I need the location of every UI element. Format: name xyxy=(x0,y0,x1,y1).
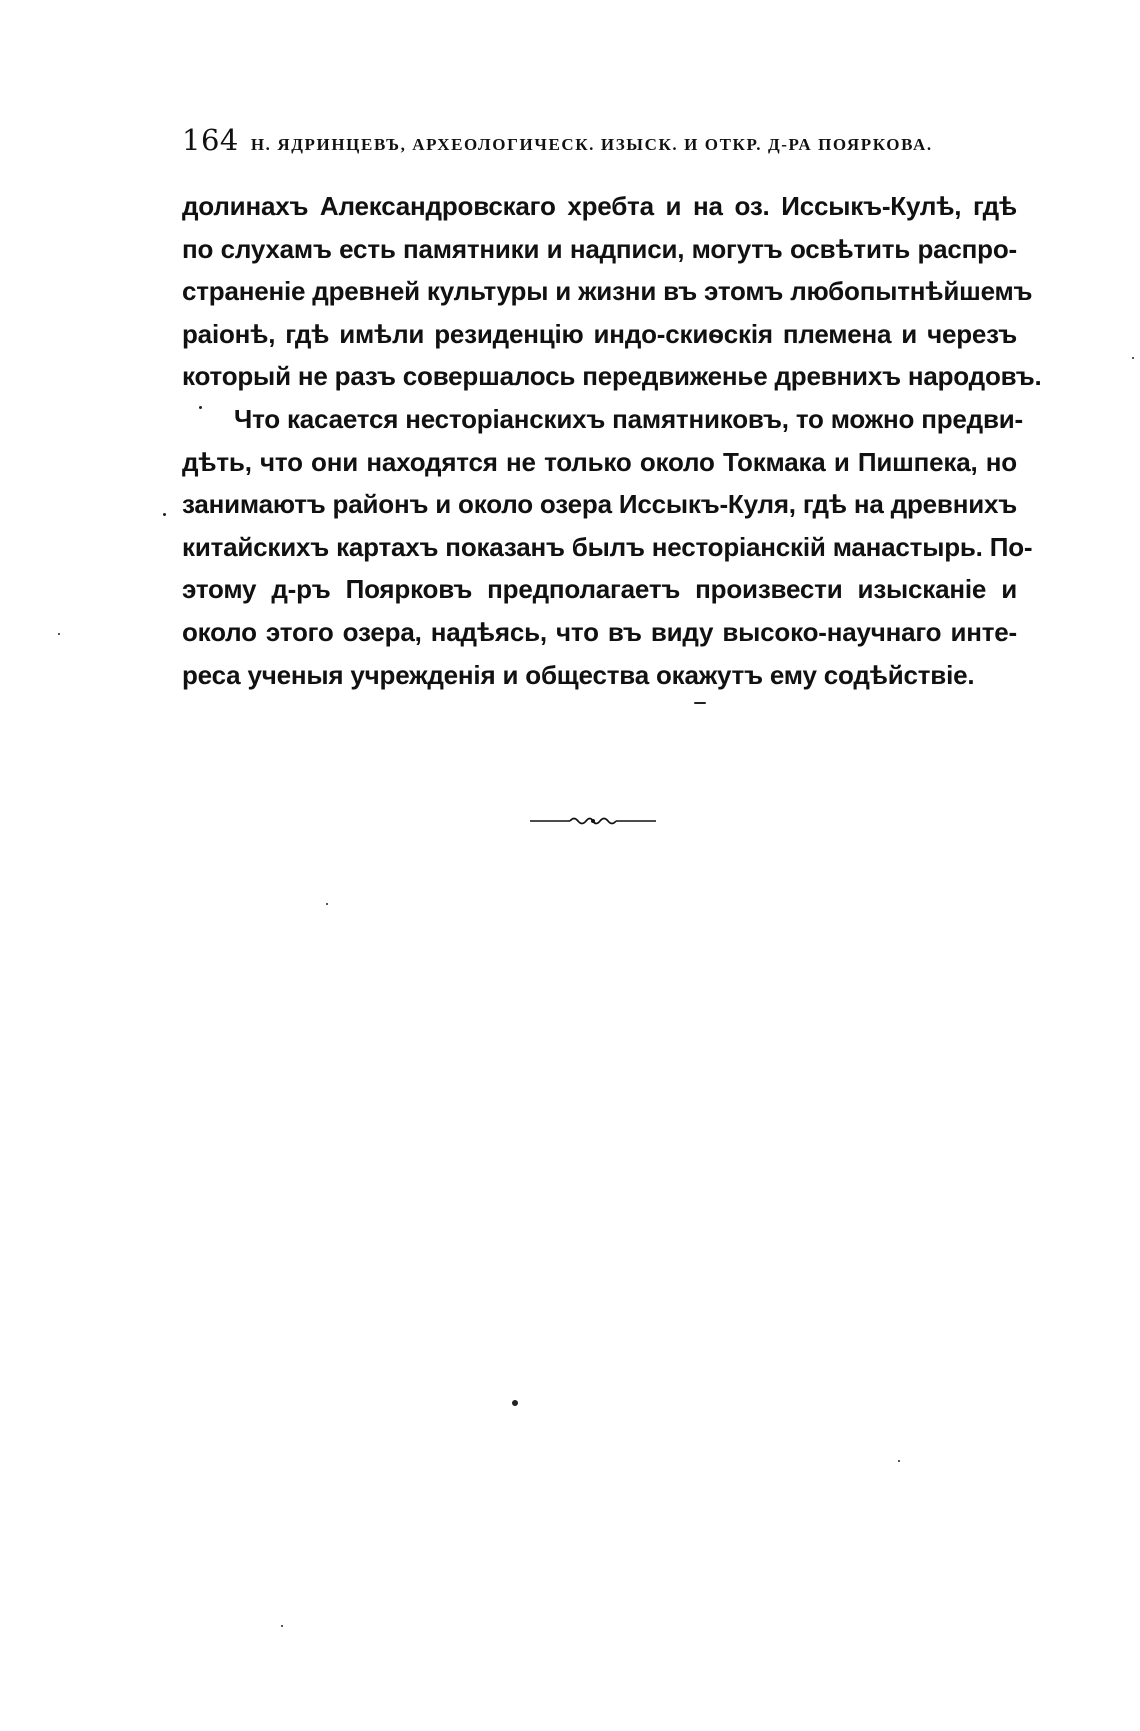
text-line: который не разъ совершалось передвиженье древнихъ народовъ. xyxy=(182,361,1042,392)
page-speck xyxy=(58,633,60,635)
text-line: около этого озера, надѣясь, что въ виду высоко-научнаго инте- xyxy=(182,616,1017,647)
text-line: дѣть, что они находятся не только около Токмака и Пишпека, но xyxy=(182,446,1017,477)
paragraph-start-line: Что касается несторіанскихъ памятниковъ, то можно предви- xyxy=(234,403,1023,434)
text-line: этому д-ръ Поярковъ предполагаетъ произвести изысканіе и xyxy=(182,574,1017,605)
text-line: страненіе древней культуры и жизни въ этомъ любопытнѣйшемъ xyxy=(182,276,1033,307)
page-speck xyxy=(199,406,202,409)
page-speck xyxy=(281,1625,283,1627)
page-speck xyxy=(694,702,706,704)
page-speck xyxy=(512,1400,518,1406)
text-line: реса ученыя учрежденія и общества окажутъ ему содѣйствіе. xyxy=(182,659,975,690)
page-number: 164 xyxy=(182,123,239,157)
running-title: Н. ЯДРИНЦЕВЪ, АРХЕОЛОГИЧЕСК. ИЗЫСК. И ОТКР. Д-РА ПОЯРКОВА. xyxy=(250,135,933,154)
ornamental-divider-icon xyxy=(530,812,656,830)
page-speck xyxy=(898,1460,900,1462)
text-line: занимаютъ районъ и около озера Иссыкъ-Куля, гдѣ на древнихъ xyxy=(182,489,1017,520)
running-head xyxy=(182,122,1022,158)
text-line: по слухамъ есть памятники и надписи, могутъ освѣтить распро- xyxy=(182,233,1017,264)
text-line: китайскихъ картахъ показанъ былъ несторіанскій манастырь. По- xyxy=(182,531,1033,562)
text-line: долинахъ Александровскаго хребта и на оз. Иссыкъ-Кулѣ, гдѣ xyxy=(182,191,1017,221)
page-speck xyxy=(326,903,328,905)
page-speck xyxy=(1132,357,1134,359)
page-speck xyxy=(163,513,166,516)
text-line: раіонѣ, гдѣ имѣли резиденцію индо-скиѳскія племена и черезъ xyxy=(182,318,1017,349)
body-text xyxy=(182,185,1042,696)
